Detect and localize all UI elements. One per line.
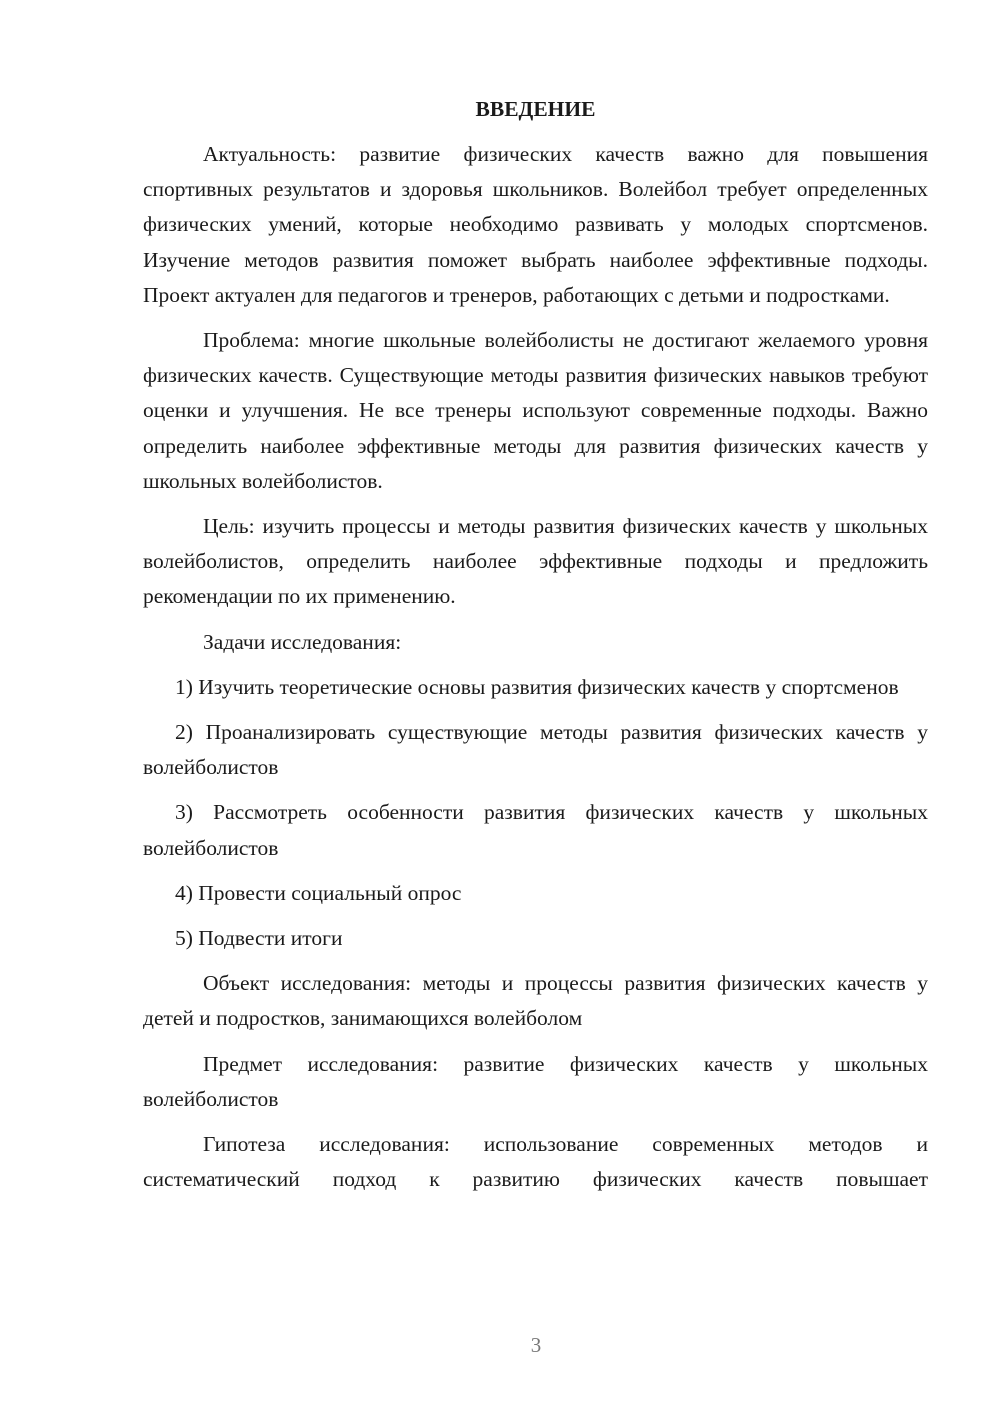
task-item-2: 2) Проанализировать существующие методы развития физических качеств у волейболистов	[143, 720, 928, 780]
task-item-3: 3) Рассмотреть особенности развития физических качеств у школьных волейболистов	[143, 800, 928, 860]
task-item-1: 1) Изучить теоретические основы развития физических качеств у спортсменов	[175, 674, 899, 699]
tasks-heading: Задачи исследования:	[203, 629, 402, 654]
object-paragraph: Объект исследования: методы и процессы развития физических качеств у детей и подростков, занимающихся волейболом	[143, 971, 928, 1031]
goal-paragraph: Цель: изучить процессы и методы развития физических качеств у школьных волейболистов, определить наиболее эффективные подходы и предложить рекомендации по их применению.	[143, 514, 928, 609]
hypothesis-paragraph: Гипотеза исследования: использование современных методов и систематический подход к развитию физических качеств повышает	[143, 1132, 928, 1192]
page-number: 3	[530, 1333, 542, 1357]
relevance-paragraph: Актуальность: развитие физических качеств важно для повышения спортивных результатов и здоровья школьников. Волейбол требует определенных физических умений, которые необходимо развивать у молодых спортсменов. Изучение методов развития поможет выбрать наиболее эффективные подходы. Проект актуален для педагогов и тренеров, работающих с детьми и подростками.	[143, 142, 928, 307]
task-item-4: 4) Провести социальный опрос	[175, 880, 462, 905]
task-item-5: 5) Подвести итоги	[175, 926, 343, 951]
page-content	[143, 92, 928, 1197]
subject-paragraph: Предмет исследования: развитие физических качеств у школьных волейболистов	[143, 1051, 928, 1111]
page-title: ВВЕДЕНИЕ	[475, 97, 596, 121]
problem-paragraph: Проблема: многие школьные волейболисты не достигают желаемого уровня физических качеств. Существующие методы развития физических навыков требуют оценки и улучшения. Не все тренеры используют современные подходы. Важно определить наиболее эффективные методы для развития физических качеств у школьных волейболистов.	[143, 328, 928, 493]
